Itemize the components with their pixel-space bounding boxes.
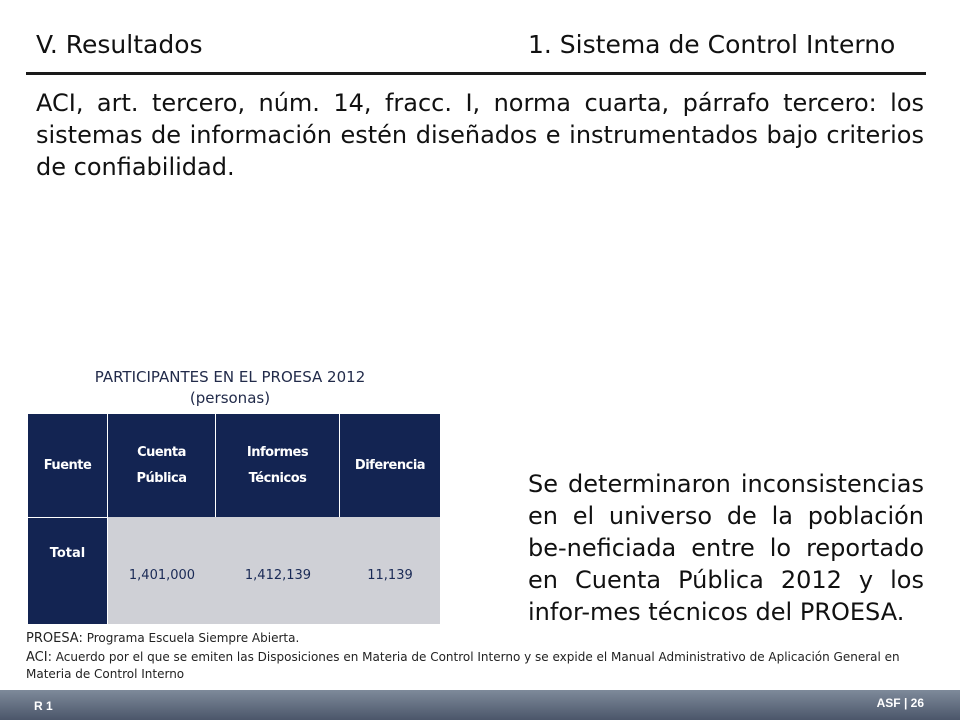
note-proesa xyxy=(26,630,926,647)
intro-paragraph: ACI, art. tercero, núm. 14, fracc. I, norma cuarta, párrafo tercero: los sistemas de información estén diseñados e instrumentados bajo criterios de confiabilidad. xyxy=(36,89,924,181)
note-proesa-key: PROESA: xyxy=(26,631,83,646)
header-informes-tecnicos xyxy=(216,414,340,517)
header-cuenta-publica xyxy=(108,414,216,517)
note-proesa-text: Programa Escuela Siempre Abierta. xyxy=(86,631,300,645)
table-title: PARTICIPANTES EN EL PROESA 2012 xyxy=(94,368,366,386)
topic-title: 1. Sistema de Control Interno xyxy=(528,30,896,59)
table-subtitle: (personas) xyxy=(189,389,271,407)
header-diferencia xyxy=(340,414,440,517)
header-cuenta-line2: Pública xyxy=(136,470,187,486)
header-informes-line2: Técnicos xyxy=(248,470,307,486)
header-fuente-label: Fuente xyxy=(43,457,92,473)
header-diferencia-label: Diferencia xyxy=(354,457,426,473)
footer-page-label: ASF | 26 xyxy=(876,696,924,710)
participants-table xyxy=(28,414,440,624)
cell-informes-tecnicos: 1,412,139 xyxy=(216,517,340,624)
table-title-block xyxy=(40,367,420,409)
header-cuenta-line1: Cuenta xyxy=(137,444,186,460)
cell-cuenta-publica: 1,401,000 xyxy=(108,517,216,624)
header-informes-line1: Informes xyxy=(246,444,309,460)
row-label-text: Total xyxy=(49,546,86,561)
note-aci-key: ACI: xyxy=(26,650,52,665)
footer-bar xyxy=(0,690,960,720)
header-divider xyxy=(26,72,926,75)
section-title: V. Resultados xyxy=(36,30,203,59)
footer-left-label: R 1 xyxy=(34,699,53,713)
note-aci xyxy=(26,649,926,682)
header-fuente xyxy=(28,414,108,517)
finding-paragraph: Se determinaron inconsistencias en el universo de la población be-neficiada entre lo reportado en Cuenta Pública 2012 y los infor-mes técnicos del PROESA. xyxy=(528,470,924,626)
note-aci-text: Acuerdo por el que se emiten las Disposiciones en Materia de Control Interno y se expide el Manual Administrativo de Aplicación General en Materia de Control Interno xyxy=(26,650,900,681)
cell-diferencia: 11,139 xyxy=(340,517,440,624)
row-label-total xyxy=(28,517,108,624)
